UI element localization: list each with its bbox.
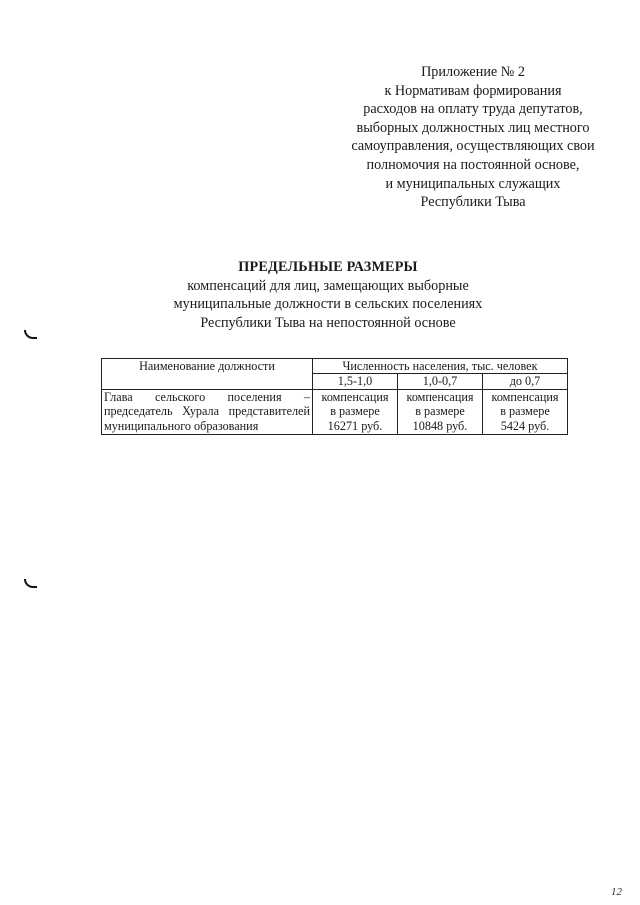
population-group-header: Численность населения, тыс. человек: [313, 359, 568, 374]
appendix-line: Республики Тыва: [420, 194, 526, 211]
appendix-block: [320, 63, 626, 212]
table-row: [102, 389, 568, 434]
population-range-header: 1,0-0,7: [398, 374, 483, 389]
compensation-label: компенсация: [406, 389, 474, 404]
appendix-line: выборных должностных лиц местного: [356, 119, 590, 136]
compensation-amount: 5424 руб.: [500, 419, 550, 433]
appendix-line: Приложение № 2: [421, 64, 525, 80]
page-number: 12: [611, 886, 622, 898]
table-header-row: [102, 359, 568, 374]
compensation-cell: [483, 389, 568, 434]
compensation-table: [101, 358, 568, 435]
compensation-label: в размере: [500, 404, 550, 419]
hole-punch-mark: [24, 579, 37, 588]
compensation-label: компенсация: [491, 389, 559, 404]
document-subtitle-line: муниципальные должности в сельских поселениях: [173, 296, 483, 313]
compensation-amount: 16271 руб.: [327, 419, 383, 433]
appendix-line: к Нормативам формирования: [384, 82, 562, 99]
document-title: ПРЕДЕЛЬНЫЕ РАЗМЕРЫ: [238, 259, 418, 275]
position-name-header: Наименование должности: [102, 359, 313, 390]
hole-punch-mark: [24, 330, 37, 339]
document-subtitle-line: компенсаций для лиц, замещающих выборные: [187, 277, 469, 294]
document-subtitle-line: Республики Тыва на непостоянной основе: [200, 314, 456, 331]
compensation-label: в размере: [415, 404, 465, 419]
compensation-cell: [398, 389, 483, 434]
compensation-label: в размере: [330, 404, 380, 419]
population-range-header: 1,5-1,0: [313, 374, 398, 389]
position-name-cell: Глава сельского поселения – председатель Хурала представителей муниципального образования: [102, 389, 313, 434]
appendix-line: полномочия на постоянной основе,: [366, 156, 580, 173]
appendix-line: самоуправления, осуществляющих свои: [351, 138, 595, 155]
compensation-amount: 10848 руб.: [412, 419, 468, 433]
document-heading: [90, 258, 566, 332]
compensation-label: компенсация: [321, 389, 389, 404]
appendix-line: расходов на оплату труда депутатов,: [363, 101, 583, 118]
appendix-line: и муниципальных служащих: [385, 175, 561, 192]
population-range-header: до 0,7: [483, 374, 568, 389]
compensation-cell: [313, 389, 398, 434]
